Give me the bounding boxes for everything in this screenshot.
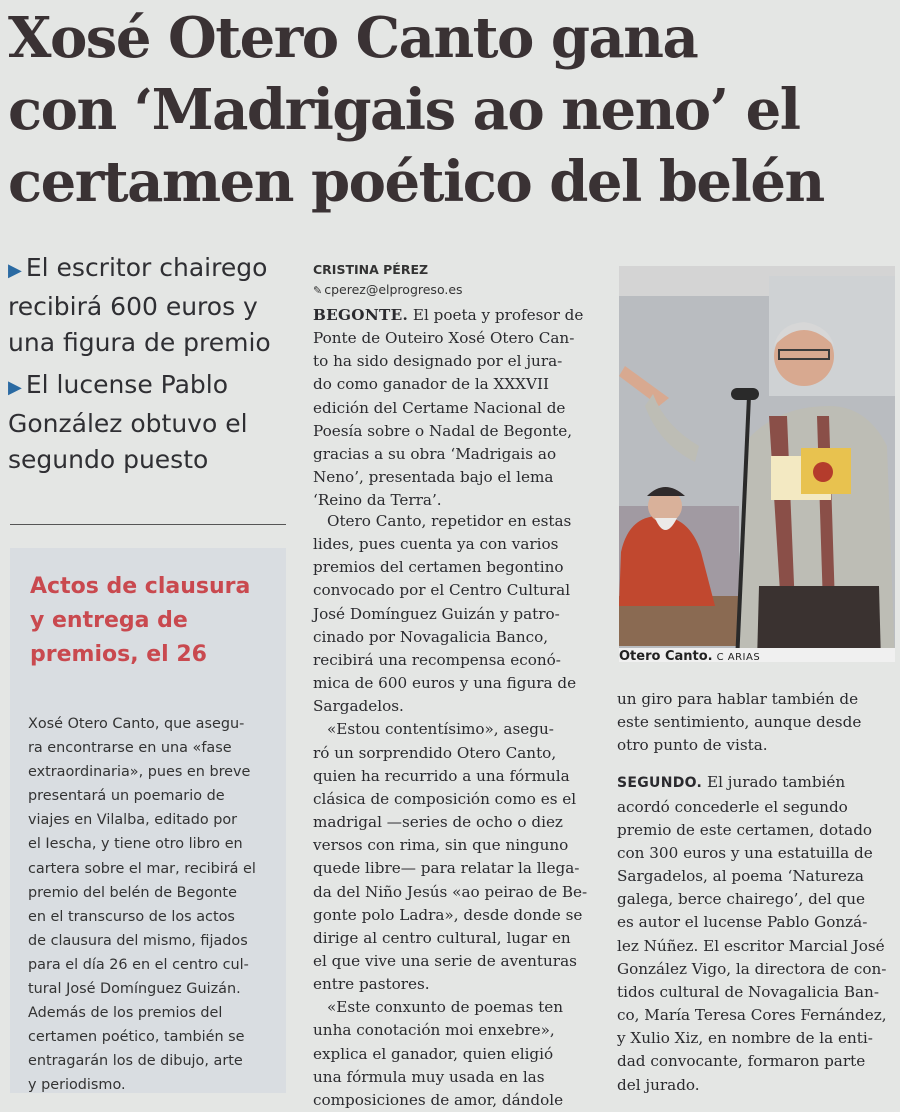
article-line: otro punto de vista.: [617, 736, 768, 755]
sidebar-box: [10, 548, 286, 1093]
article-line: gracias a su obra ‘Madrigais ao: [313, 444, 557, 463]
article-column-2: [617, 688, 897, 1097]
article-line: Otero Canto, repetidor en estas: [327, 512, 572, 530]
article-text: El poeta y profesor de: [408, 306, 584, 324]
article-line: [313, 304, 590, 327]
sidebar-title: [30, 570, 280, 672]
sidebar-title-line: premios, el 26: [30, 642, 207, 667]
paragraph-gap: [617, 757, 897, 771]
article-line: Sargadelos.: [313, 697, 404, 716]
article-line: un giro para hablar también de: [617, 690, 859, 708]
article-line: unha conotación moi enxebre»,: [313, 1021, 555, 1040]
article-line: tidos cultural de Novagalicia Ban-: [617, 982, 879, 1001]
highlight-line: González obtuvo el: [8, 409, 248, 438]
article-line: edición del Certame Nacional de: [313, 398, 566, 417]
section-lead: SEGUNDO.: [617, 775, 703, 792]
article-line: do como ganador de la XXXVII: [313, 375, 549, 394]
article-line: Sargadelos, al poema ‘Natureza: [617, 867, 864, 886]
sidebar-line: de clausura del mismo, fijados: [28, 932, 248, 949]
article-line: co, María Teresa Cores Fernández,: [617, 1006, 887, 1025]
sidebar-title-line: y entrega de: [30, 608, 188, 633]
caption-text: Otero Canto.: [619, 649, 713, 664]
sidebar-line: certamen poético, también se: [28, 1029, 245, 1046]
sidebar-line: extraordinaria», pues en breve: [28, 764, 251, 781]
sidebar-line: presentará un poemario de: [28, 788, 225, 805]
byline-email: [313, 282, 463, 297]
highlight-item: [8, 250, 288, 361]
sidebar-line: para el día 26 en el centro cul-: [28, 956, 249, 973]
photo-caption: [619, 648, 760, 664]
article-line: Neno’, presentada bajo el lema: [313, 468, 554, 487]
article-line: lez Núñez. El escritor Marcial José: [617, 936, 885, 955]
article-line: [617, 771, 897, 795]
sidebar-line: cartera sobre el mar, recibirá el: [28, 860, 256, 877]
article-line: madrigal —series de ocho o diez: [313, 813, 563, 832]
article-line: convocado por el Centro Cultural: [313, 581, 571, 600]
article-line: «Este conxunto de poemas ten: [327, 998, 564, 1017]
article-line: da del Niño Jesús «ao peirao de Be-: [313, 882, 588, 901]
article-line: dad convocante, formaron parte: [617, 1052, 866, 1071]
article-line: premio de este certamen, dotado: [617, 820, 873, 839]
article-line: con 300 euros y una estatuilla de: [617, 843, 873, 862]
highlight-line: una figura de premio: [8, 328, 271, 357]
highlight-line: segundo puesto: [8, 445, 209, 474]
article-line: «Estou contentísimo», asegu-: [327, 720, 554, 739]
article-line: to ha sido designado por el jura-: [313, 352, 563, 371]
article-line: ró un sorprendido Otero Canto,: [313, 743, 557, 762]
pen-icon: ✎: [313, 284, 323, 297]
article-line: José Domínguez Guizán y patro-: [313, 604, 560, 623]
article-line: y Xulio Xiz, en nombre de la enti-: [617, 1029, 873, 1048]
sidebar-line: y periodismo.: [28, 1077, 126, 1094]
article-line: Ponte de Outeiro Xosé Otero Can-: [313, 329, 575, 348]
photo-image: [619, 266, 895, 662]
article-line: el que vive una serie de aventuras: [313, 951, 577, 970]
article-line: ‘Reino da Terra’.: [313, 491, 442, 510]
article-photo: [619, 266, 895, 662]
article-line: explica el ganador, quien eligió: [313, 1044, 554, 1063]
article-line: premios del certamen begontino: [313, 558, 564, 577]
sidebar-line: en el transcurso de los actos: [28, 908, 235, 925]
article-line: versos con rima, sin que ninguno: [313, 836, 569, 855]
byline-author: CRISTINA PÉREZ: [313, 262, 429, 277]
article-line: una fórmula muy usada en las: [313, 1067, 545, 1086]
headline: [8, 2, 893, 218]
article-line: dirige al centro cultural, lugar en: [313, 928, 571, 947]
sidebar-line: el Iescha, y tiene otro libro en: [28, 836, 243, 853]
article-line: es autor el lucense Pablo Gonzá-: [617, 913, 868, 932]
dateline: BEGONTE.: [313, 306, 409, 324]
article-line: entre pastores.: [313, 975, 430, 994]
sidebar-line: entragarán los de dibujo, arte: [28, 1053, 243, 1070]
triangle-bullet-icon: ▶: [8, 377, 22, 398]
article-line: acordó concederle el segundo: [617, 797, 848, 816]
article-line: galega, berce chairego’, del que: [617, 890, 866, 909]
article-line: quien ha recurrido a una fórmula: [313, 766, 570, 785]
sidebar-line: tural José Domínguez Guizán.: [28, 981, 241, 998]
article-column-1-bottom: [313, 510, 590, 1112]
article-line: del jurado.: [617, 1075, 700, 1094]
headline-line: Xosé Otero Canto gana: [8, 5, 698, 71]
photo-credit: C ARIAS: [716, 652, 761, 663]
sidebar-line: ra encontrarse en una «fase: [28, 740, 232, 757]
article-line: recibirá una recompensa econó-: [313, 650, 561, 669]
sidebar-body: [28, 712, 280, 1098]
article-text: El jurado también: [702, 773, 846, 792]
article-line: mica de 600 euros y una figura de: [313, 674, 577, 693]
article-line: clásica de composición como es el: [313, 789, 577, 808]
highlights: [8, 250, 288, 484]
article-line: este sentimiento, aunque desde: [617, 713, 862, 732]
article-line: quede libre— para relatar la llega-: [313, 859, 580, 878]
highlight-line: El lucense Pablo: [25, 370, 229, 399]
highlight-line: recibirá 600 euros y: [8, 292, 258, 321]
sidebar-line: Xosé Otero Canto, que asegu-: [28, 716, 245, 732]
highlight-item: [8, 367, 288, 478]
article-column-1-top: [313, 304, 590, 512]
article-line: lides, pues cuenta ya con varios: [313, 535, 559, 554]
email-text: cperez@elprogreso.es: [324, 282, 463, 297]
sidebar-line: premio del belén de Begonte: [28, 884, 237, 901]
divider: [10, 524, 286, 525]
headline-line: con ‘Madrigais ao neno’ el: [8, 77, 800, 143]
triangle-bullet-icon: ▶: [8, 260, 22, 281]
article-line: composiciones de amor, dándole: [313, 1090, 564, 1109]
sidebar-title-line: Actos de clausura: [30, 574, 251, 599]
article-line: gonte polo Ladra», desde donde se: [313, 905, 583, 924]
article-line: cinado por Novagalicia Banco,: [313, 627, 549, 646]
sidebar-line: viajes en Vilalba, editado por: [28, 812, 238, 829]
sidebar-line: Además de los premios del: [28, 1005, 223, 1022]
article-line: Poesía sobre o Nadal de Begonte,: [313, 421, 573, 440]
headline-line: certamen poético del belén: [8, 149, 824, 215]
highlight-line: El escritor chairego: [25, 253, 268, 282]
article-line: González Vigo, la directora de con-: [617, 959, 887, 978]
